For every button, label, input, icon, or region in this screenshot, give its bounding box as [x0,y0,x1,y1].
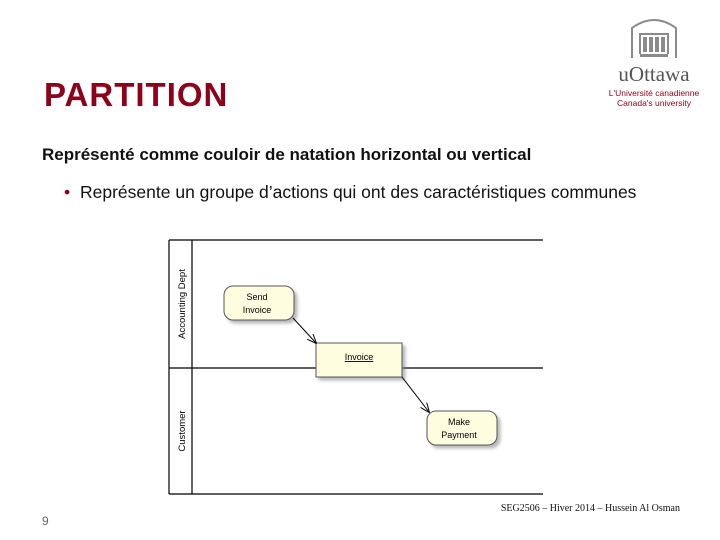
flow-arrow-invoice-to-payment [402,377,429,412]
slide-title: PARTITION [44,76,229,113]
make-payment-label-1: Make [447,417,471,427]
logo-wordmark: uOttawa [618,62,690,86]
lane-label-customer: Customer [177,410,188,452]
send-invoice-label-1: Send [246,292,268,302]
logo-tagline-fr: L'Université canadienne [608,88,700,98]
bullet-text: Représente un groupe d’actions qui ont des caractéristiques communes [80,182,637,202]
activity-diagram [165,236,545,498]
send-invoice-label-2: Invoice [242,305,272,315]
uottawa-logo [604,14,704,114]
lane-label-accounting: Accounting Dept [177,269,188,339]
footer-text: SEG2506 – Hiver 2014 – Hussein Al Osman [500,503,680,514]
slide-heading: Représenté comme couloir de natation horizontal ou vertical [42,145,532,164]
flow-arrow-send-to-invoice [293,318,316,343]
university-building-icon [604,14,704,62]
bullet-dot-icon: • [64,182,71,202]
page-number: 9 [42,514,49,528]
make-payment-label-2: Payment [441,430,477,440]
invoice-object-label: Invoice [344,352,374,362]
bullet-item [64,181,664,203]
logo-tagline-en: Canada's university [617,98,691,108]
